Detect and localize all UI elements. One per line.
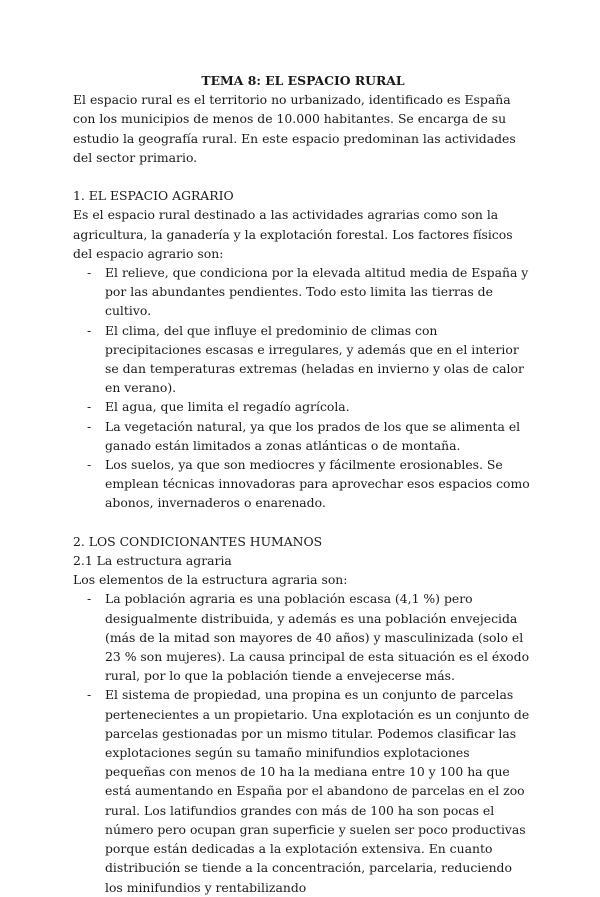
section1-paragraph: Es el espacio rural destinado a las actividades agrarias como son la agricultura, la ganadería y la explotación forestal. Los factores físicos del espacio agrario son: <box>73 207 513 261</box>
list-item-text: El agua, que limita el regadío agrícola. <box>105 399 350 415</box>
intro-paragraph: El espacio rural es el territorio no urbanizado, identificado es España con los municipios de menos de 10.000 habitantes. Se encarga de su estudio la geografía rural. En este espacio predominan las actividades del sector primario. <box>73 92 516 165</box>
section-heading-condicionantes: 2. LOS CONDICIONANTES HUMANOS <box>73 533 323 549</box>
section-heading-espacio-agrario: 1. EL ESPACIO AGRARIO <box>73 188 234 204</box>
subsection-heading: 2.1 La estructura agraria <box>73 553 232 569</box>
document-page <box>73 71 533 897</box>
list-item-text: La población agraria es una población escasa (4,1 %) pero desigualmente distribuida, y además es una población envejecida (más de la mitad son mayores de 40 años) y masculinizada (solo el 23 % son mujeres). La causa principal de esta situación es el éxodo rural, por lo que la población tiende a envejecerse más. <box>105 591 530 684</box>
list-item <box>73 589 533 685</box>
dash-marker: - <box>87 457 92 473</box>
list-item <box>73 455 533 513</box>
list-item-text: El clima, del que influye el predominio de climas con precipitaciones escasas e irregulares, y además que en el interior se dan temperaturas extremas (heladas en invierno y olas de calor en verano). <box>105 322 524 396</box>
document-title: TEMA 8: EL ESPACIO RURAL <box>201 73 405 88</box>
dash-marker: - <box>87 418 92 434</box>
list-item <box>73 263 533 321</box>
list-item <box>73 397 533 416</box>
physical-factors-list <box>73 263 533 513</box>
dash-marker: - <box>87 591 92 607</box>
list-item <box>73 685 533 896</box>
spacer <box>73 513 533 532</box>
dash-marker: - <box>87 322 92 338</box>
list-item <box>73 321 533 398</box>
list-item-text: El relieve, que condiciona por la elevada altitud media de España y por las abundantes pendientes. Todo esto limita las tierras de cultivo. <box>105 265 529 319</box>
dash-marker: - <box>87 399 92 415</box>
list-item-text: Los suelos, ya que son mediocres y fácilmente erosionables. Se emplean técnicas innovadoras para aprovechar esos espacios como abonos, invernaderos o enarenado. <box>105 457 530 511</box>
section2-paragraph: Los elementos de la estructura agraria son: <box>73 572 348 588</box>
list-item-text: La vegetación natural, ya que los prados de los que se alimenta el ganado están limitados a zonas atlánticas o de montaña. <box>105 418 521 453</box>
dash-marker: - <box>87 687 92 703</box>
structure-elements-list <box>73 589 533 896</box>
list-item <box>73 417 533 455</box>
spacer <box>73 167 533 186</box>
list-item-text: El sistema de propiedad, una propina es un conjunto de parcelas pertenecientes a un propietario. Una explotación es un conjunto de parcelas gestionadas por un mismo titular. Podemos clasificar las explotaciones según su tamaño minifundios explotaciones pequeñas con menos de 10 ha la mediana entre 10 y 100 ha que está aumentando en España por el abandono de parcelas en el zoo rural. Los latifundios grandes con más de 100 ha son pocas el número pero ocupan gran superficie y suelen ser poco productivas porque están dedicadas a la explotación extensiva. En cuanto distribución se tiende a la concentración, parcelaria, reduciendo los minifundios y rentabilizando <box>105 687 530 895</box>
dash-marker: - <box>87 265 92 281</box>
